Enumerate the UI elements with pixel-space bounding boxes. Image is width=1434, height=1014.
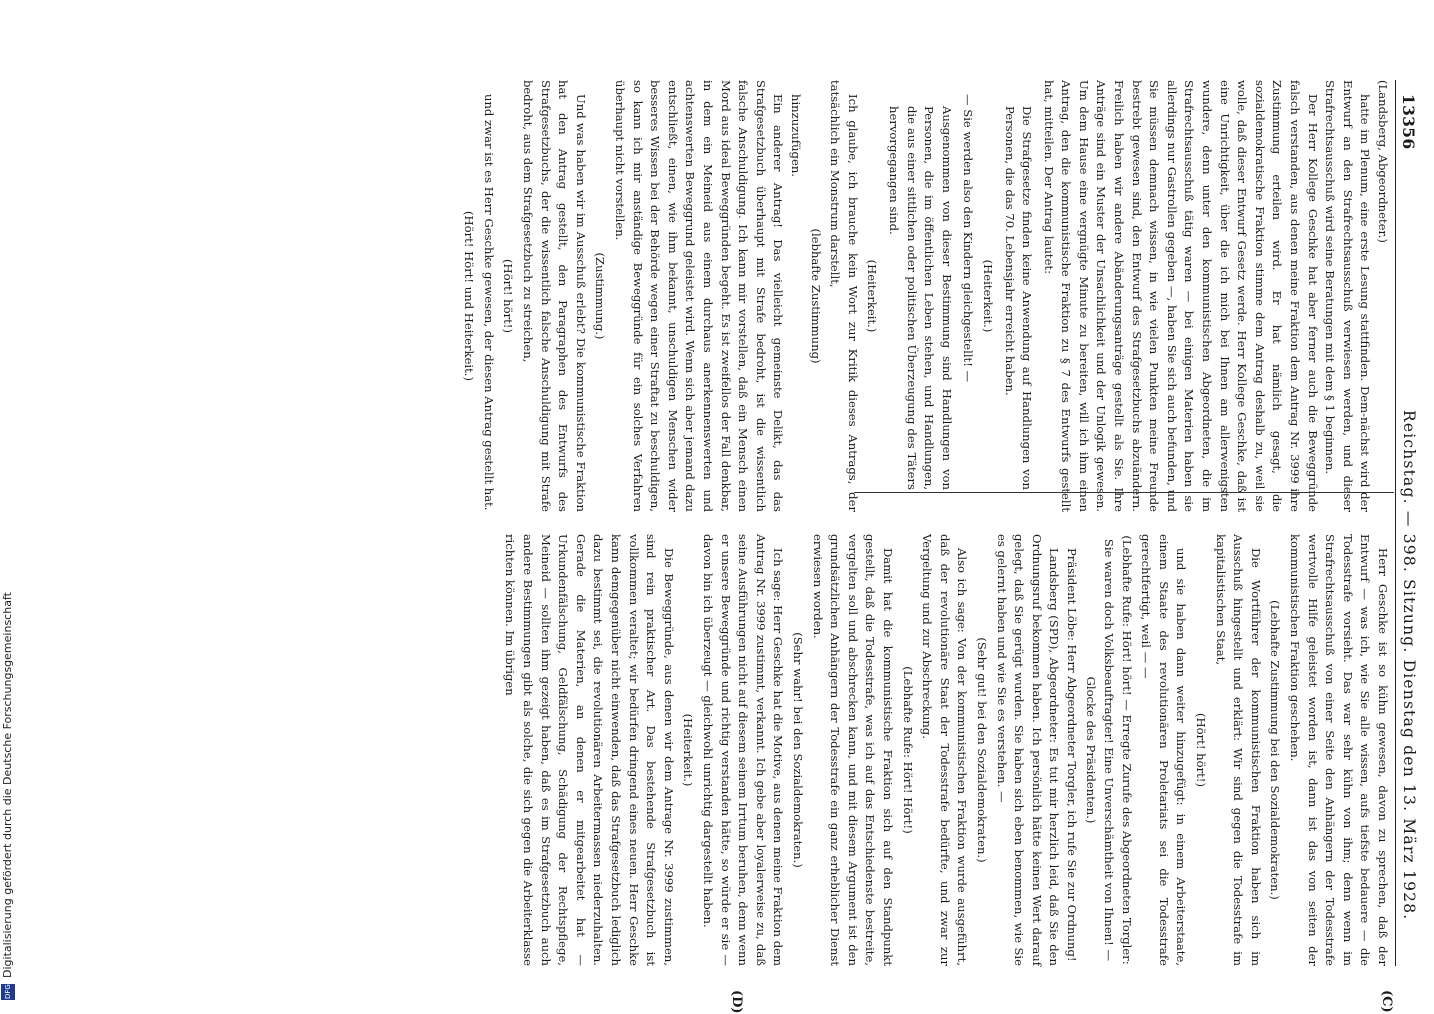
running-title: Reichstag. — 398. Sitzung. Dienstag den 13. März 1928. [1400, 410, 1418, 920]
right-column-paragraph: (Sehr wahr! bei den Sozialdemokraten.) [788, 534, 806, 966]
right-column-paragraph: Präsident Löbe: Herr Abgeordneter Torgler, ich rufe Sie zur Ordnung! [1062, 534, 1080, 966]
right-column-paragraph: (Lebhafte Rufe: Hört! Hört!) [898, 534, 916, 966]
left-column-paragraph: (Hört! Hört! und Heiterkeit.) [460, 80, 478, 512]
left-column-paragraph: (Heiterkeit.) [978, 80, 996, 512]
left-column-paragraph: Die Strafgesetze finden keine Anwendung auf Handlungen von Personen, die das 70. Lebensjahr erreicht haben. [1000, 80, 1035, 512]
right-column-paragraph: (Sehr gut! bei den Sozialdemokraten.) [972, 534, 990, 966]
right-column-paragraph: (Hört! hört!) [1191, 534, 1209, 966]
right-column-paragraph: Herr Geschke ist so kühn gewesen, davon zu sprechen, daß der Entwurf — was ich, wie Sie alle wissen, aufs tiefste bedauere — die Todesstrafe vorsieht. Das war sehr kühn von ihm; denn wenn im Strafrechtsausschuß von einer Seite den Anhängern der Todesstrafe wertvolle Hilfe geleistet worden ist, dann ist das von seiten der kommunistischen Fraktion geschehen. [1285, 534, 1391, 966]
right-column-paragraph: Damit hat die kommunistische Fraktion sich auf den Standpunkt gestellt, daß die Todesstrafe, was ich auf das Entschiedenste bestreite, vergelten soll und abschrecken kann, und mit diesem Argument ist den grundsätzlichen Anhängern der Todesstrafe ein ganz erheblicher Dienst erwiesen worden. [808, 534, 896, 966]
left-column-paragraph: (Landsberg, Abgeordneter.) [1373, 80, 1391, 512]
left-column-paragraph: (Heiterkeit.) [863, 80, 881, 512]
digitization-credit [0, 0, 16, 1000]
left-column-paragraph: Ein anderer Antrag! Das vielleicht gemeinste Delikt, das das Strafgesetzbuch überhaupt mit Strafe bedroht, ist die wissentlich falsche Anschuldigung. Ich kann mir vorstellen, daß ein Mensch einen Mord aus ideal Beweggründen begeht. Es ist zweifellos der Fall denkbar, in dem ein Meineid aus einem durchaus anerkennenswerten und achtenswerten Beweggrund geleistet wird. Wenn sich aber jemand dazu entschließt, einen, wie ihm bekannt, unschuldigen Menschen wider besseres Wissen bei der Behörde wegen einer Straftat zu beschuldigen, so kann ich mir anständige Beweggründe für ein solches Verfahren überhaupt nicht vorstellen. [610, 80, 786, 512]
right-column-paragraph: Die Wortführer der kommunistischen Fraktion haben sich im Ausschuß hingestellt und erklärt: Wir sind gegen die Todesstrafe im kapitalistischen Staat, [1211, 534, 1264, 966]
left-column-paragraph: Und was haben wir im Ausschuß erlebt? Die kommunistische Fraktion hat den Antrag gestellt, den Paragraphen des Entwurfs des Strafgesetzbuchs, der die wissentlich falsche Anschuldigung mit Strafe bedroht, aus dem Strafgesetzbuch zu streichen, [519, 80, 589, 512]
margin-marker-b [729, 0, 744, 1]
column-divider [854, 492, 1394, 493]
left-column-paragraph: Ausgenommen von dieser Bestimmung sind Handlungen von Personen, die im öffentlichen Leben stehen, und Handlungen, die aus einer sittlichen oder politischen Überzeugung des Täters hervorgegangen sind. [884, 80, 954, 512]
page-number: 13356 [1399, 94, 1418, 149]
right-column-paragraph: Ich sage: Herr Geschke hat die Motive, aus denen meine Fraktion dem Antrag Nr. 3999 zustimmt, verkannt. Ich gebe aber loyalerweise zu, daß seine Ausführungen nicht auf diesem seinem Irrtum beruhen, denn wenn er unsere Beweggründe und richtig verstanden hätte, so würde er sie — davon bin ich überzeugt — gleichwohl unrichtig dargestellt haben. [698, 534, 786, 966]
margin-marker-c: (C) [1379, 990, 1394, 1013]
left-column-paragraph: (Zustimmung.) [591, 80, 609, 512]
right-column-paragraph: Also ich sage: Von der kommunistischen Fraktion wurde ausgeführt, daß der revolutionäre Staat der Todesstrafe bedürfte, und zwar zur Vergeltung und zur Abschreckung. [918, 534, 971, 966]
left-column-paragraph: hatte im Plenum, eine erste Lesung stattfinden. Dem-nächst wird der Entwurf an den Strafrechtsausschuß verwiesen werden, und dieser Strafrechtsausschuß wird seine Beratungen mit dem § 1 beginnen. [1321, 80, 1374, 512]
left-column-paragraph: und zwar ist es Herr Geschke gewesen, der diesen Antrag gestellt hat. [479, 80, 497, 512]
left-column-paragraph: hinzuzufügen. [786, 80, 804, 512]
left-column-paragraph: (lebhafte Zustimmung) [806, 80, 824, 512]
margin-marker-d: (D) [729, 990, 744, 1014]
left-column-paragraph: (Hört! hört!) [499, 80, 517, 512]
page-header [1395, 80, 1424, 966]
right-column-paragraph: (Lebhafte Zustimmung bei den Sozialdemokraten.) [1266, 534, 1284, 966]
left-column-paragraph: Ich glaube, ich brauche kein Wort zur Kritik dieses Antrags, der tatsächlich ein Monstrum darstellt, [826, 80, 861, 512]
right-column [458, 534, 1391, 966]
right-column-paragraph: (Lebhafte Rufe: Hört! hört! — Erregte Zurufe des Abgeordneten Torgler: Sie waren doch Volksbeauftragter! Eine Unverschämtheit von Ihnen! — Glocke des Präsidenten.) [1082, 534, 1135, 966]
credit-text: Digitalisierung gefördert durch die Deutsche Forschungsgemeinschaft [1, 592, 14, 978]
left-column-paragraph: Der Herr Kollege Geschke hat aber ferner auch die Beweggründe falsch verstanden, aus denen meine Fraktion dem Antrag Nr. 3999 ihre Zustimmung erteilen wird. Er hat nämlich gesagt, die sozialdemokratische Fraktion stimme dem Antrag deshalb zu, weil sie wolle, daß dieser Entwurf Gesetz werde. Herr Kollege Geschke, daß ist eine Unrichtigkeit, über die ich mich bei Ihnen am allerwenigsten wundere, denn unter den kommunistischen Abgeordneten, die im Strafrechtsausschuß tätig waren — bei einigen Materien haben sie allerdings nur Gastrollen gegeben —, haben Sie sich auch befunden, und Sie müssen demnach wissen, in wie vielen Punkten meine Freunde bestrebt gewesen sind, den Entwurf des Strafgesetzbuchs abzuändern. Freilich haben wir andere Abänderungsanträge gestellt als Sie. Ihre Anträge sind ein Muster der Unsachlichkeit und der Unlogik gewesen. Um dem Hause eine vergnügte Minute zu bereiten, will ich ihm einen Antrag, den die kommunistische Fraktion zu § 7 des Entwurfs gestellt hat, mitteilen. Der Antrag lautet: [1039, 80, 1321, 512]
right-column-paragraph: und sie haben dann weiter hinzugefügt: in einem Arbeiterstaate, einem Staate des revolutionären Proletariats sei die Todesstrafe gerechtfertigt, weil — — [1137, 534, 1190, 966]
left-column-paragraph: — Sie werden also den Kindern gleichgestellt! — [959, 80, 977, 512]
right-column-paragraph: Landsberg (SPD), Abgeordneter: Es tut mir herzlich leid, daß Sie den Ordnungsruf bekommen haben. Ich persönlich hätte keinen Wert darauf gelegt, daß Sie gerügt wurden. Sie haben sich eben benommen, wie Sie es gelernt haben und wie Sie es verstehen. — [992, 534, 1062, 966]
dfg-logo: DFG [1, 984, 15, 1000]
right-column-paragraph: Die Beweggründe, aus denen wir dem Antrage Nr. 3999 zustimmen, sind rein praktischer Art. Das bestehende Strafgesetzbuch ist vollkommen veraltet; wir bedürfen dringend eines neuen. Herr Geschke kann demgegenüber nicht einwenden, daß das Strafgesetzbuch lediglich dazu bestimmt sei, die revolutionären Arbeitermassen niederzuhalten. Gerade die Materien, an denen er mitgearbeitet hat — Urkundenfälschung, Geldfälschung, Schädigung der Rechtspflege, Meineid — sollten ihm gezeigt haben, daß es im Strafgesetzbuch auch andere Bestimmungen gibt als solche, die sich gegen die Arbeiterklasse richten können. Im übrigen [501, 534, 677, 966]
left-column [458, 80, 1391, 512]
right-column-paragraph: (Heiterkeit.) [679, 534, 697, 966]
text-columns [458, 80, 1391, 966]
